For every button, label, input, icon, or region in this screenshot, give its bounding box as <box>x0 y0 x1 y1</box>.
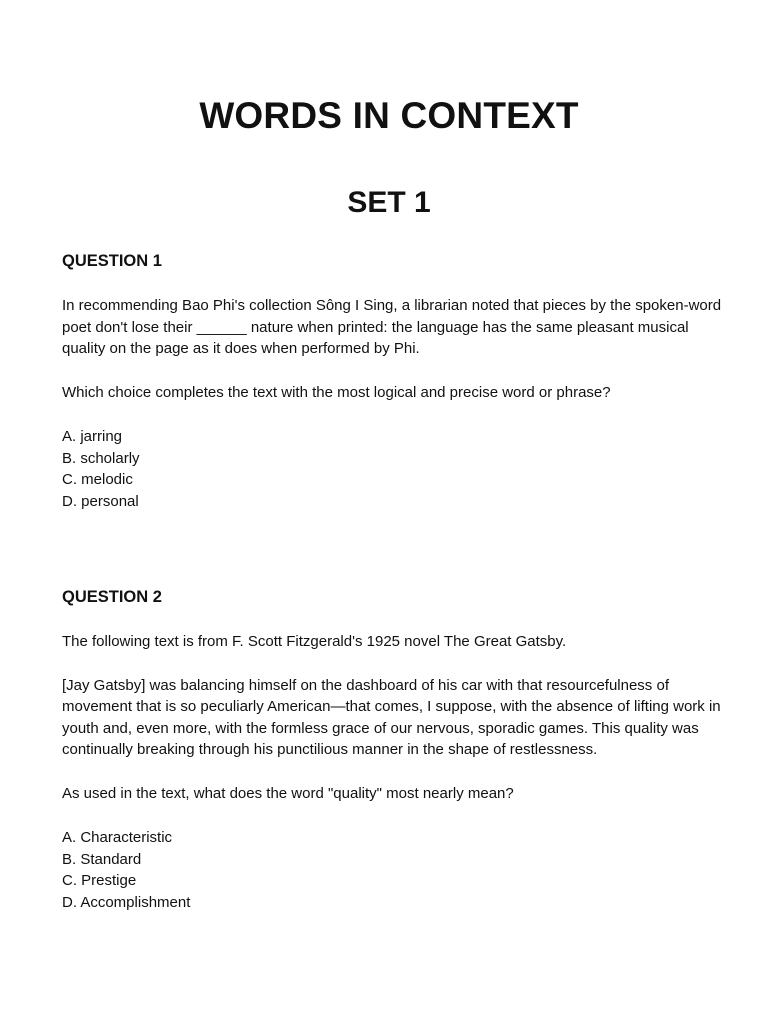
answer-choice-a: A. jarring <box>62 428 123 445</box>
question-2 <box>62 586 722 913</box>
question-passage: [Jay Gatsby] was balancing himself on the dashboard of his car with that resourcefulness of movement that is so peculiarly American—that comes, I suppose, with the absence of lifting work in youth and, even more, with the formless grace of our nervous, sporadic games. This quality was continually breaking through his punctilious manner in the shape of restlessness. <box>62 676 721 758</box>
answer-choice-c: C. melodic <box>62 471 133 488</box>
answer-choices <box>62 426 722 512</box>
question-1 <box>62 250 722 512</box>
passage-intro: The following text is from F. Scott Fitzgerald's 1925 novel The Great Gatsby. <box>62 633 567 650</box>
answer-choice-b: B. scholarly <box>62 449 140 467</box>
set-title: SET 1 <box>347 186 431 219</box>
question-prompt: As used in the text, what does the word "quality" most nearly mean? <box>62 784 514 802</box>
question-heading: QUESTION 2 <box>62 588 162 606</box>
answer-choice-d: D. Accomplishment <box>62 893 191 911</box>
answer-choice-a: A. Characteristic <box>62 829 173 846</box>
question-prompt: Which choice completes the text with the most logical and precise word or phrase? <box>62 383 611 401</box>
question-heading: QUESTION 1 <box>62 252 162 270</box>
answer-choice-b: B. Standard <box>62 850 142 868</box>
answer-choice-d: D. personal <box>62 492 139 510</box>
answer-choices <box>62 827 722 913</box>
document-title: WORDS IN CONTEXT <box>199 95 579 136</box>
answer-choice-c: C. Prestige <box>62 872 137 889</box>
question-passage: In recommending Bao Phi's collection Sông I Sing, a librarian noted that pieces by the spoken-word poet don't lose their ______ nature when printed: the language has the same pleasant musical quality on the page as it does when performed by Phi. <box>62 297 722 357</box>
